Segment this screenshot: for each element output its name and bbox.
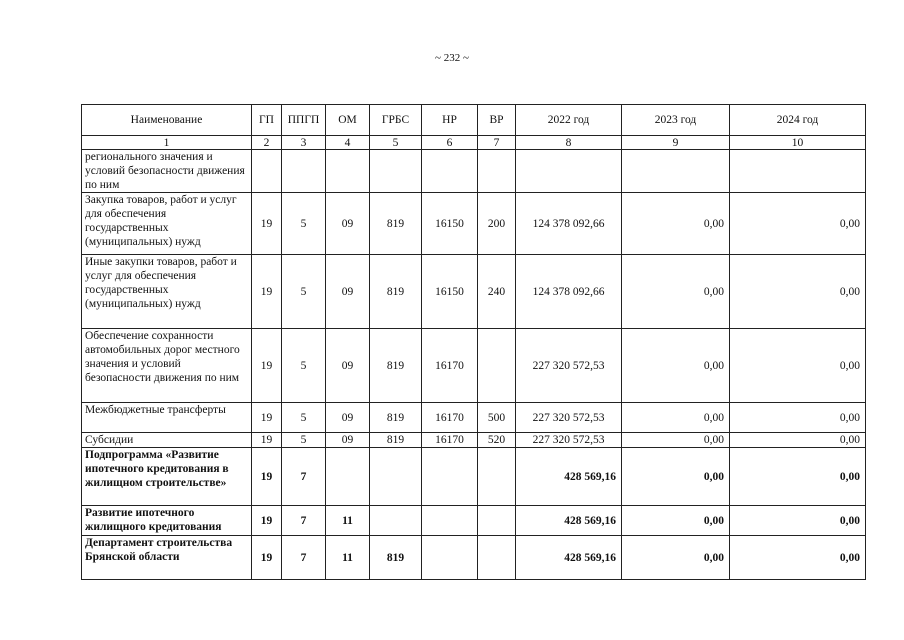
column-index: 6 (422, 136, 478, 150)
cell-vr (478, 506, 516, 536)
table-row (82, 329, 866, 403)
column-index: 5 (370, 136, 422, 150)
cell-om: 09 (326, 193, 370, 255)
cell-2024: 0,00 (730, 255, 866, 329)
cell-nr (422, 506, 478, 536)
cell-grbs (370, 150, 422, 193)
header-cell: ППГП (282, 105, 326, 136)
header-cell: НР (422, 105, 478, 136)
cell-2022: 124 378 092,66 (516, 255, 622, 329)
cell-2022: 428 569,16 (516, 536, 622, 580)
cell-vr: 520 (478, 433, 516, 448)
cell-2023: 0,00 (622, 403, 730, 433)
cell-grbs (370, 506, 422, 536)
cell-2024: 0,00 (730, 193, 866, 255)
header-cell: 2024 год (730, 105, 866, 136)
table-row (82, 255, 866, 329)
cell-om: 09 (326, 403, 370, 433)
cell-ppgp: 5 (282, 329, 326, 403)
cell-2023: 0,00 (622, 329, 730, 403)
row-name: Департамент строительства Брянской области (82, 536, 252, 580)
table-row (82, 150, 866, 193)
page-number: ~ 232 ~ (435, 52, 469, 64)
cell-gp (252, 150, 282, 193)
cell-om: 11 (326, 506, 370, 536)
cell-nr (422, 150, 478, 193)
cell-gp: 19 (252, 536, 282, 580)
cell-2024: 0,00 (730, 433, 866, 448)
cell-nr (422, 448, 478, 506)
cell-vr (478, 150, 516, 193)
cell-2023: 0,00 (622, 506, 730, 536)
row-name: Обеспечение сохранности автомобильных дорог местного значения и условий безопасности движения по ним (82, 329, 252, 403)
header-cell: ГРБС (370, 105, 422, 136)
cell-om (326, 448, 370, 506)
cell-vr (478, 329, 516, 403)
cell-gp: 19 (252, 193, 282, 255)
cell-nr: 16170 (422, 329, 478, 403)
row-name: регионального значения и условий безопасности движения по ним (82, 150, 252, 193)
cell-2022: 227 320 572,53 (516, 433, 622, 448)
cell-gp: 19 (252, 255, 282, 329)
cell-vr: 200 (478, 193, 516, 255)
cell-2024: 0,00 (730, 448, 866, 506)
cell-om: 09 (326, 433, 370, 448)
column-index: 3 (282, 136, 326, 150)
cell-nr: 16170 (422, 403, 478, 433)
cell-nr: 16150 (422, 193, 478, 255)
column-index: 10 (730, 136, 866, 150)
header-cell: 2022 год (516, 105, 622, 136)
budget-table (81, 104, 866, 580)
cell-grbs: 819 (370, 193, 422, 255)
header-row (82, 105, 866, 136)
cell-nr: 16150 (422, 255, 478, 329)
cell-2024: 0,00 (730, 536, 866, 580)
cell-2022: 124 378 092,66 (516, 193, 622, 255)
cell-grbs (370, 448, 422, 506)
row-name: Иные закупки товаров, работ и услуг для обеспечения государственных (муниципальных) нужд (82, 255, 252, 329)
column-index: 4 (326, 136, 370, 150)
cell-nr: 16170 (422, 433, 478, 448)
cell-gp: 19 (252, 506, 282, 536)
cell-gp: 19 (252, 448, 282, 506)
cell-2024: 0,00 (730, 403, 866, 433)
cell-2022: 227 320 572,53 (516, 329, 622, 403)
column-index: 2 (252, 136, 282, 150)
cell-om: 11 (326, 536, 370, 580)
row-name: Закупка товаров, работ и услуг для обеспечения государственных (муниципальных) нужд (82, 193, 252, 255)
cell-vr (478, 536, 516, 580)
cell-gp: 19 (252, 403, 282, 433)
cell-2023 (622, 150, 730, 193)
cell-grbs: 819 (370, 329, 422, 403)
cell-2023: 0,00 (622, 255, 730, 329)
cell-2022: 227 320 572,53 (516, 403, 622, 433)
column-index: 1 (82, 136, 252, 150)
cell-2022 (516, 150, 622, 193)
cell-2022: 428 569,16 (516, 448, 622, 506)
column-index-row (82, 136, 866, 150)
table-row (82, 403, 866, 433)
row-name: Развитие ипотечного жилищного кредитования (82, 506, 252, 536)
table-row (82, 448, 866, 506)
cell-vr: 500 (478, 403, 516, 433)
row-name: Подпрограмма «Развитие ипотечного кредитования в жилищном строительстве» (82, 448, 252, 506)
row-name: Субсидии (82, 433, 252, 448)
cell-gp: 19 (252, 433, 282, 448)
header-cell: Наименование (82, 105, 252, 136)
cell-om: 09 (326, 255, 370, 329)
cell-2023: 0,00 (622, 448, 730, 506)
cell-2024: 0,00 (730, 329, 866, 403)
cell-gp: 19 (252, 329, 282, 403)
row-name: Межбюджетные трансферты (82, 403, 252, 433)
header-cell: ОМ (326, 105, 370, 136)
table-row (82, 506, 866, 536)
cell-2022: 428 569,16 (516, 506, 622, 536)
cell-2023: 0,00 (622, 433, 730, 448)
column-index: 9 (622, 136, 730, 150)
cell-nr (422, 536, 478, 580)
cell-ppgp: 5 (282, 255, 326, 329)
cell-grbs: 819 (370, 433, 422, 448)
header-cell: ВР (478, 105, 516, 136)
cell-2023: 0,00 (622, 193, 730, 255)
header-cell: ГП (252, 105, 282, 136)
table-row (82, 193, 866, 255)
cell-om (326, 150, 370, 193)
cell-ppgp: 5 (282, 193, 326, 255)
cell-ppgp: 5 (282, 403, 326, 433)
cell-ppgp: 5 (282, 433, 326, 448)
column-index: 7 (478, 136, 516, 150)
cell-vr: 240 (478, 255, 516, 329)
cell-ppgp: 7 (282, 448, 326, 506)
cell-2024 (730, 150, 866, 193)
header-cell: 2023 год (622, 105, 730, 136)
table-row (82, 536, 866, 580)
cell-ppgp (282, 150, 326, 193)
cell-2024: 0,00 (730, 506, 866, 536)
cell-om: 09 (326, 329, 370, 403)
cell-vr (478, 448, 516, 506)
cell-2023: 0,00 (622, 536, 730, 580)
cell-ppgp: 7 (282, 536, 326, 580)
cell-grbs: 819 (370, 255, 422, 329)
table-row (82, 433, 866, 448)
cell-grbs: 819 (370, 536, 422, 580)
column-index: 8 (516, 136, 622, 150)
cell-ppgp: 7 (282, 506, 326, 536)
cell-grbs: 819 (370, 403, 422, 433)
